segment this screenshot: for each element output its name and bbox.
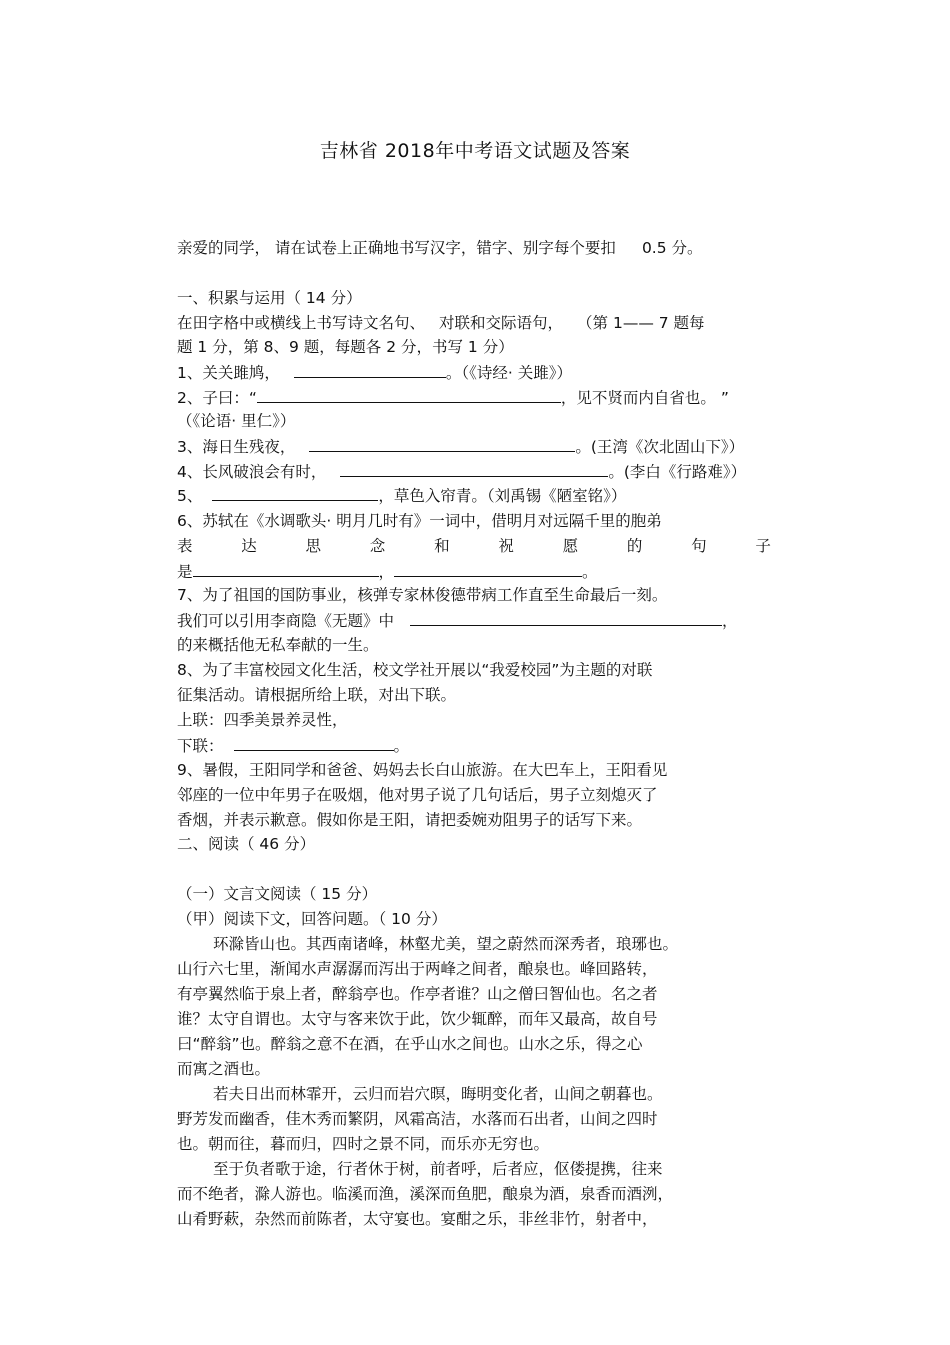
q7-line1: 7、为了祖国的国防事业，核弹专家林俊德带病工作直至生命最后一刻。 [177,586,668,604]
question-5 [177,485,626,506]
q6-char: 的 [626,537,643,555]
q7-line2 [177,610,738,631]
q8-lower-couplet [177,735,409,756]
q7-prompt: 我们可以引用李商隐《无题》中 [177,612,395,630]
q8-period: 。 [393,737,410,755]
passage-line: 而寓之酒也。 [177,1060,271,1078]
q5-continuation: ，草色入帘青。（刘禹锡《陋室铭》） [378,487,627,505]
passage-line: 谁？太守自谓也。太守与客来饮于此，饮少辄醉，而年又最高，故自号 [177,1010,658,1028]
q3-source: 。(王湾《次北固山下》） [575,438,745,456]
notice-line [177,238,703,258]
notice-text: 亲爱的同学， 请在试卷上正确地书写汉字，错字、别字每个要扣 [177,239,616,257]
section1-intro-line2: 题 1 分，第 8、9 题，每题各 2 分，书写 1 分） [177,338,514,356]
q2-continuation: ，见不贤而内自省也。 ” [560,389,729,407]
intro-part-a: 在田字格中或横线上书写诗文名句、 [177,314,426,332]
question-2 [177,387,729,408]
q8-lower-label: 下联： [177,737,224,755]
q6-line1: 6、苏轼在《水调歌头· 明月几时有》一词中，借明月对远隔千里的胞弟 [177,512,662,530]
section1-heading: 一、积累与运用（ 14 分） [177,289,362,307]
q3-answer-blank[interactable] [309,436,575,452]
q9-line3: 香烟，并表示歉意。假如你是王阳，请把委婉劝阻男子的话写下来。 [177,811,643,829]
intro-part-b: 对联和交际语句， [439,314,564,332]
q6-answer-blank-1[interactable] [193,561,379,577]
q6-prompt: 是 [177,563,193,581]
passage-line: 若夫日出而林霏开，云归而岩穴暝，晦明变化者，山间之朝暮也。 [213,1085,663,1103]
section2-heading: 二、阅读（ 46 分） [177,835,316,853]
question-1 [177,362,572,383]
passage-line: 曰“醉翁”也。醉翁之意不在酒，在乎山水之间也。山水之乐，得之心 [177,1035,643,1053]
q6-char: 句 [691,537,707,555]
q6-char: 和 [434,537,450,555]
passage-line: 有亭翼然临于泉上者，醉翁亭也。作亭者谁？山之僧曰智仙也。名之者 [177,985,658,1003]
q6-char: 愿 [562,537,579,555]
q6-period: 。 [582,563,598,581]
q6-answer-line [177,561,598,582]
passage-line: 山行六七里，渐闻水声潺潺而泻出于两峰之间者，酿泉也。峰回路转， [177,960,658,978]
q6-spread-line [177,536,771,556]
q6-comma: ， [378,563,395,581]
q6-char: 祝 [498,537,514,555]
q1-source: 。（《诗经· 关雎》） [445,364,572,382]
q6-char: 思 [305,537,322,555]
intro-part-c: （第 1—— 7 题每 [577,314,705,332]
q9-line2: 邻座的一位中年男子在吸烟，他对男子说了几句话后，男子立刻熄灭了 [177,786,658,804]
q2-answer-blank[interactable] [257,387,561,403]
passage-line: 也。朝而往，暮而归，四时之景不同，而乐亦无穷也。 [177,1135,550,1153]
passage-line: 而不绝者，滁人游也。临溪而渔，溪深而鱼肥，酿泉为酒，泉香而酒洌， [177,1185,674,1203]
q8-answer-blank[interactable] [234,735,394,751]
q6-answer-blank-2[interactable] [394,561,582,577]
q8-line2: 征集活动。请根据所给上联，对出下联。 [177,686,457,704]
q2-prompt: 2、子曰：“ [177,389,257,407]
question-3 [177,436,744,457]
q5-answer-blank[interactable] [212,485,378,501]
q7-comma: ， [722,612,738,630]
q7-answer-blank[interactable] [410,610,722,626]
q3-prompt: 3、海日生残夜， [177,438,296,456]
q6-char: 达 [241,537,257,555]
q4-source: 。(李白《行路难》） [608,463,747,481]
q1-answer-blank[interactable] [294,362,446,378]
q9-line1: 9、暑假，王阳同学和爸爸、妈妈去长白山旅游。在大巴车上，王阳看见 [177,761,668,779]
question-4 [177,461,746,482]
notice-points: 0.5 分。 [641,239,703,257]
q6-char: 子 [755,537,771,555]
passage-line: 至于负者歌于途，行者休于树，前者呼，后者应，伛偻提携，往来 [213,1160,663,1178]
q4-answer-blank[interactable] [340,461,608,477]
q8-line1: 8、为了丰富校园文化生活，校文学社开展以“我爱校园”为主题的对联 [177,661,653,679]
q6-char: 念 [369,537,386,555]
q1-prompt: 1、关关雎鸠， [177,364,280,382]
q8-upper-couplet: 上联：四季美景养灵性， [177,711,348,729]
q6-char: 表 [177,537,193,555]
q5-prompt: 5、 [177,487,203,505]
page-title: 吉林省 2018年中考语文试题及答案 [319,140,631,162]
passage-line: 环滁皆山也。其西南诸峰，林壑尤美，望之蔚然而深秀者，琅琊也。 [213,935,679,953]
section1-intro [177,313,705,333]
q2-source: （《论语· 里仁》） [177,412,296,430]
q7-line3: 的来概括他无私奉献的一生。 [177,636,379,654]
subsection-classical-reading: （一）文言文阅读（ 15 分） [177,885,378,903]
subsection-passage-a: （甲）阅读下文，回答问题。（ 10 分） [177,910,447,928]
q4-prompt: 4、长风破浪会有时， [177,463,327,481]
passage-line: 野芳发而幽香，佳木秀而繁阴，风霜高洁，水落而石出者，山间之四时 [177,1110,658,1128]
passage-line: 山肴野蔌，杂然而前陈者，太守宴也。宴酣之乐，非丝非竹，射者中， [177,1210,658,1228]
